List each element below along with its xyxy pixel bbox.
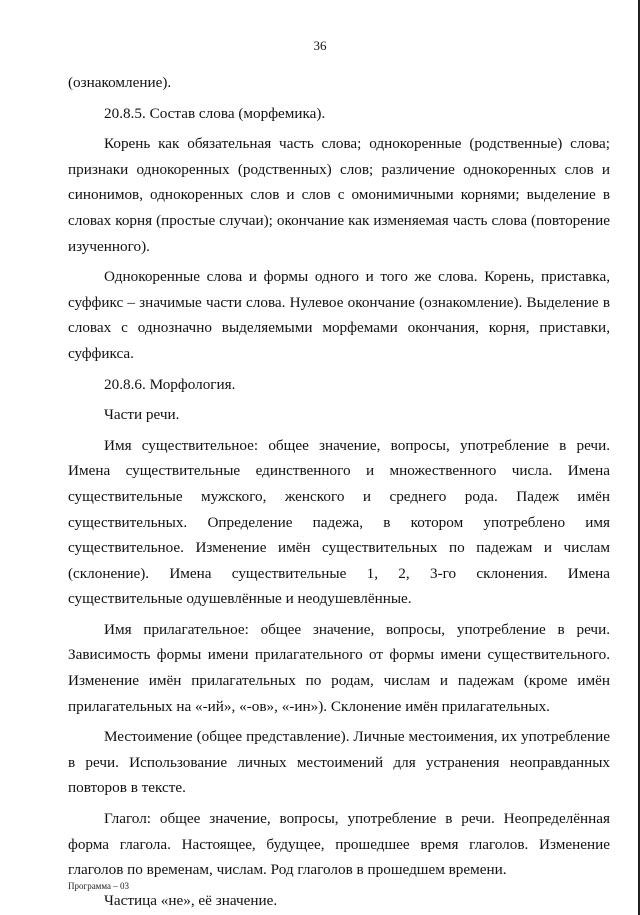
paragraph-same-root-words: Однокоренные слова и формы одного и того же слова. Корень, приставка, суффикс – значимые части слова. Нулевое окончание (ознакомление). Выделение в словах с однозначно выделяемыми морфемами окончания, корня, приставки, суффикса. — [68, 268, 610, 362]
subheading-parts-of-speech: Части речи. — [104, 406, 180, 424]
document-body — [68, 70, 610, 913]
paragraph-continuation: (ознакомление). — [68, 74, 172, 91]
paragraph-pronoun: Местоимение (общее представление). Личные местоимения, их употребление в речи. Использование личных местоимений для устранения неоправданных повторов в тексте. — [68, 728, 610, 797]
section-heading-morphemics: 20.8.5. Состав слова (морфемика). — [104, 104, 326, 122]
paragraph-adjective: Имя прилагательное: общее значение, вопросы, употребление в речи. Зависимость формы имени прилагательного от формы имени существительного. Изменение имён прилагательных по родам, числам и падежам (кроме имён прилагательных на «-ий», «-ов», «-ин»). Склонение имён прилагательных. — [68, 620, 610, 715]
paragraph-verb: Глагол: общее значение, вопросы, употребление в речи. Неопределённая форма глагола. Настоящее, будущее, прошедшее время глаголов. Изменение глаголов по временам, числам. Род глаголов в прошедшем времени. — [68, 810, 610, 879]
page-footer: Программа – 03 — [68, 881, 130, 891]
paragraph-noun: Имя существительное: общее значение, вопросы, употребление в речи. Имена существительные единственного и множественного числа. Имена существительные мужского, женского и среднего рода. Падеж имён существительных. Определение падежа, в котором употреблено имя существительное. Изменение имён существительных по падежам и числам (склонение). Имена существительные 1, 2, 3-го склонения. Имена существительные одушевлённые и неодушевлённые. — [68, 436, 610, 608]
paragraph-particle: Частица «не», её значение. — [104, 891, 278, 909]
page-number: 36 — [313, 38, 327, 53]
paragraph-root: Корень как обязательная часть слова; однокоренные (родственные) слова; признаки однокоренных (родственных) слов; различение однокоренных слов и синонимов, однокоренных слов и слов с омонимичными корнями; выделение в словах корня (простые случаи); окончание как изменяемая часть слова (повторение изученного). — [68, 135, 610, 255]
section-heading-morphology: 20.8.6. Морфология. — [104, 375, 236, 393]
